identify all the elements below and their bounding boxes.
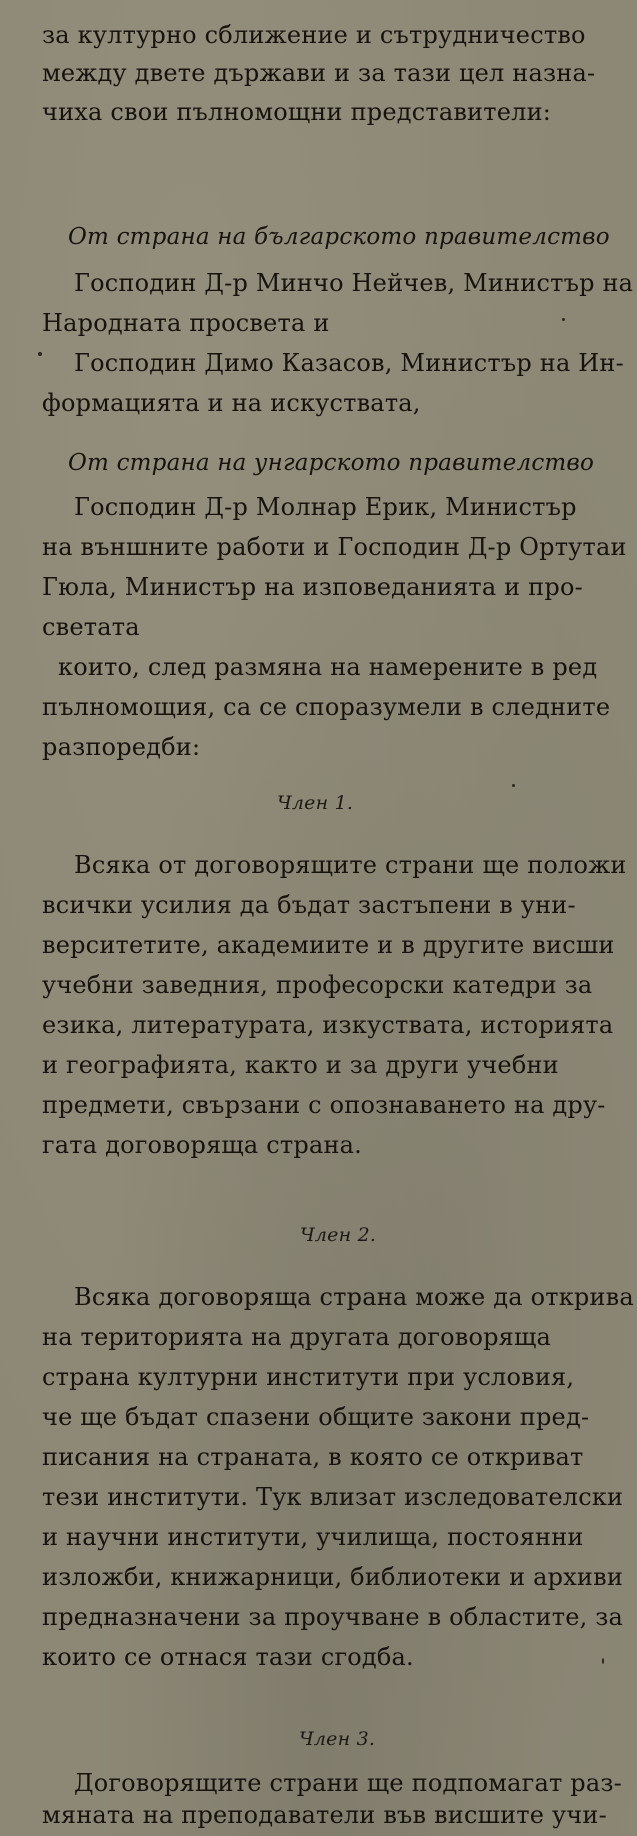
text-line: предмети, свързани с опознаването на дру- (42, 1091, 606, 1119)
text-line: предназначени за проучване в областите, за (42, 1603, 624, 1631)
text-line: че ще бъдат спазени общите закони пред- (42, 1403, 590, 1431)
section-heading: От страна на унгарското правителство (68, 450, 595, 476)
article-heading: Член 2. (300, 1224, 377, 1246)
text-line: писания на страната, в която се откриват (42, 1443, 584, 1471)
text-line: чиха свои пълномощни представители: (42, 98, 552, 126)
text-line: изложби, книжарници, библиотеки и архиви (42, 1563, 624, 1591)
text-line: Гюла, Министър на изповеданията и про- (42, 573, 583, 601)
text-line: на територията на другата договоряща (42, 1323, 552, 1351)
text-line: гата договоряща страна. (42, 1131, 362, 1159)
text-line: учебни заведния, професорски катедри за (42, 971, 593, 999)
text-line: светата (42, 613, 140, 641)
text-line: Всяка от договорящите страни ще положи (74, 851, 627, 879)
text-line: Господин Д-р Молнар Ерик, Министър (74, 493, 577, 521)
article-heading: Член 3. (299, 1728, 376, 1750)
text-line: езика, литературата, изкуствата, историята (42, 1011, 614, 1039)
text-line: Господин Димо Казасов, Министър на Ин- (74, 349, 624, 377)
text-line: за културно сближение и сътрудничество (42, 21, 586, 49)
text-line: Народната просвета и (42, 309, 330, 337)
text-line: страна културни институти при условия, (42, 1363, 575, 1391)
text-line: които се отнася тази сгодба. (42, 1643, 414, 1671)
ink-speck (38, 352, 42, 356)
ink-speck (562, 318, 565, 321)
text-line: мяната на преподаватели във висшите учи- (42, 1801, 607, 1829)
text-line: Всяка договоряща страна може да открива (74, 1283, 634, 1311)
text-line: Господин Д-р Минчо Нейчев, Министър на (74, 269, 634, 297)
text-line: формацията и на искуствата, (42, 389, 421, 417)
ink-speck (512, 784, 515, 787)
text-line: пълномощия, са се споразумели в следните (42, 693, 611, 721)
text-line: верситетите, академиите и в другите висши (42, 931, 615, 959)
text-line: Договорящите страни ще подпомагат раз- (74, 1769, 622, 1797)
text-line: всички усилия да бъдат застъпени в уни- (42, 891, 576, 919)
text-line: на външните работи и Господин Д-р Ортутаи (42, 533, 627, 561)
text-line: и географията, както и за други учебни (42, 1051, 559, 1079)
section-heading: От страна на българското правителство (68, 224, 610, 250)
ink-speck (602, 1658, 604, 1664)
text-line: между двете държави и за тази цел назна- (42, 59, 596, 87)
text-line: които, след размяна на намерените в ред (58, 653, 598, 681)
article-heading: Член 1. (277, 792, 354, 814)
text-line: разпоредби: (42, 733, 201, 761)
text-line: и научни институти, училища, постоянни (42, 1523, 584, 1551)
text-line: тези институти. Тук влизат изследователски (42, 1483, 624, 1511)
